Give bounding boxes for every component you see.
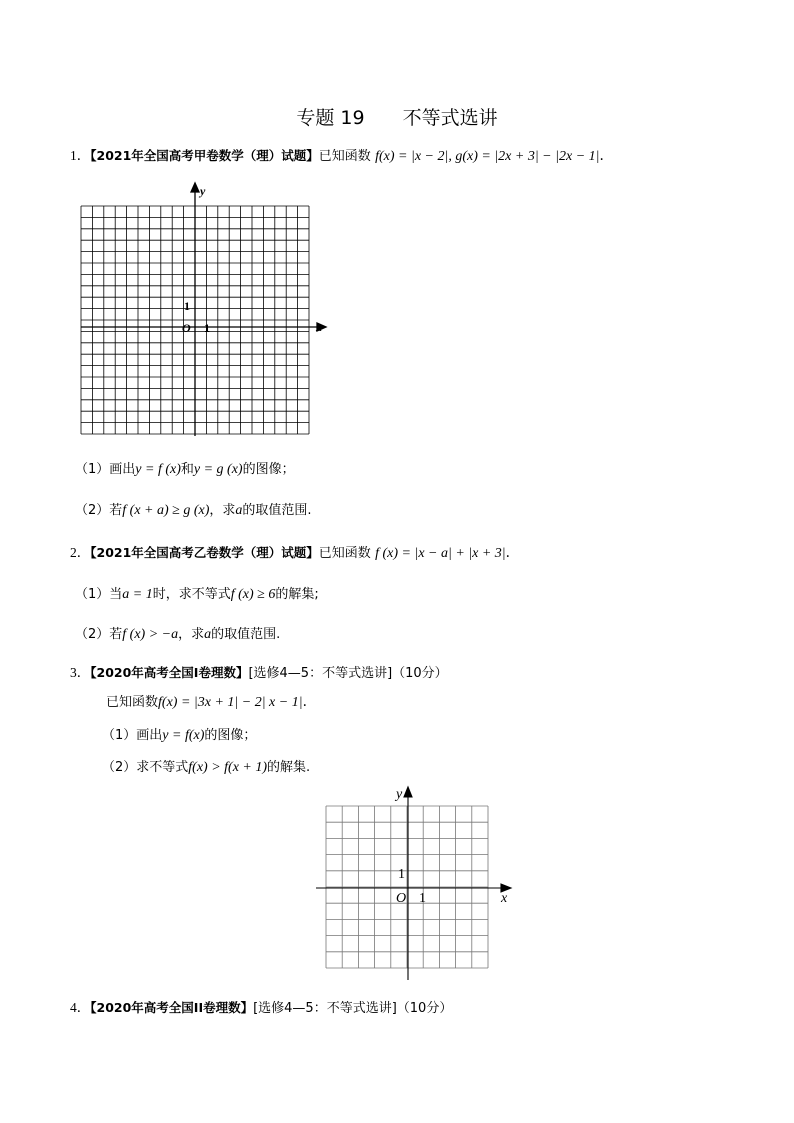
q3-x-label: x (501, 891, 508, 906)
q2-part1-label: （1）当 (75, 587, 123, 602)
q3-origin-label: O (396, 891, 407, 906)
q2-stem-end: . (505, 545, 510, 561)
q3-number: 3． (70, 665, 91, 680)
q3-y-tick: 1 (398, 867, 405, 882)
q1-part2-var: a (235, 503, 243, 518)
q1-coordinate-grid (70, 180, 340, 442)
q3-part2-end: 的解集. (267, 760, 311, 775)
q3-stem-header (70, 663, 448, 684)
q2-part1-math-b: f (x) ≥ 6 (230, 587, 276, 602)
q2-part2-math: f (x) > −a (122, 627, 179, 642)
q3-part2-label: （2）求不等式 (102, 760, 189, 775)
q4-tag: [选修4—5：不等式选讲]（10分） (253, 1001, 453, 1016)
q3-stem (106, 692, 307, 713)
q3-stem-end: . (302, 694, 307, 710)
q1-y-label: y (200, 184, 206, 198)
q3-part1 (102, 725, 256, 746)
q1-part2-end: 的取值范围. (242, 503, 312, 518)
q3-part1-end: 的图像； (204, 728, 257, 743)
q2-part1-end: 的解集; (275, 587, 319, 602)
q2-part1-math: a = 1 (122, 587, 153, 602)
q1-y-arrow (191, 183, 199, 192)
q1-part2-label: （2）若 (75, 503, 123, 518)
q3-stem-math: f(x) = |3x + 1| − 2| x − 1| (158, 695, 303, 710)
q2-stem (70, 543, 510, 564)
q1-stem (70, 146, 604, 167)
q2-part2 (75, 624, 280, 645)
q1-part1 (75, 459, 295, 480)
q1-part2-math: f (x + a) ≥ g (x) (122, 503, 210, 518)
q3-grid-lines (326, 806, 488, 968)
q2-source: 【2021年全国高考乙卷数学（理）试题】 (90, 545, 319, 560)
q1-axes (81, 183, 326, 436)
q1-part2-mid: ，求 (209, 503, 236, 518)
q1-part1-and: 和 (180, 462, 194, 477)
q2-part2-end: 的取值范围. (211, 627, 281, 642)
page-title (0, 103, 794, 130)
q3-tag: [选修4—5：不等式选讲]（10分） (248, 666, 448, 681)
q4-source: 【2020年高考全国II卷理数】 (90, 1000, 254, 1015)
q1-source: 【2021年全国高考甲卷数学（理）试题】 (90, 148, 319, 163)
q3-stem-prefix: 已知函数 (106, 695, 159, 710)
q4-stem-header (70, 998, 452, 1019)
q2-part2-label: （2）若 (75, 627, 123, 642)
q1-part2 (75, 500, 312, 521)
q3-coordinate-grid (312, 782, 517, 982)
q4-number: 4． (70, 1000, 91, 1015)
q2-part2-mid: ，求 (178, 627, 205, 642)
q3-part2 (102, 757, 310, 778)
title-sub: 不等式选讲 (402, 107, 498, 129)
q1-part1-label: （1）画出 (75, 462, 136, 477)
q2-stem-prefix: 已知函数 (318, 546, 371, 561)
q2-part1 (75, 584, 319, 605)
q3-part2-math: f(x) > f(x + 1) (188, 760, 268, 775)
q1-part1-math-b: y = g (x) (193, 462, 243, 477)
q1-part1-end: 的图像； (242, 462, 295, 477)
q3-source: 【2020年高考全国Ⅰ卷理数】 (90, 665, 249, 680)
q1-stem-end: . (599, 148, 604, 164)
q3-x-tick: 1 (419, 891, 426, 906)
q2-part2-var: a (204, 627, 212, 642)
q1-x-tick: 1 (204, 321, 210, 335)
q3-part1-math: y = f(x) (162, 728, 205, 743)
q3-y-label: y (396, 787, 403, 802)
q1-stem-prefix: 已知函数 (318, 149, 371, 164)
q1-y-tick: 1 (184, 299, 190, 313)
q1-x-label: x (316, 320, 322, 334)
q2-number: 2． (70, 545, 91, 560)
q1-stem-math: f(x) = |x − 2|, g(x) = |2x + 3| − |2x − 1| (375, 149, 600, 164)
q3-y-arrow (404, 787, 412, 797)
q2-stem-math: f (x) = |x − a| + |x + 3| (375, 546, 506, 561)
q2-part1-mid: 时，求不等式 (152, 587, 231, 602)
q1-origin-label: O (182, 321, 191, 335)
q3-part1-label: （1）画出 (102, 728, 163, 743)
q3-axes (316, 787, 511, 980)
title-main: 专题 19 (296, 107, 365, 129)
q1-part1-math-a: y = f (x) (135, 462, 181, 477)
q1-number: 1． (70, 148, 91, 163)
